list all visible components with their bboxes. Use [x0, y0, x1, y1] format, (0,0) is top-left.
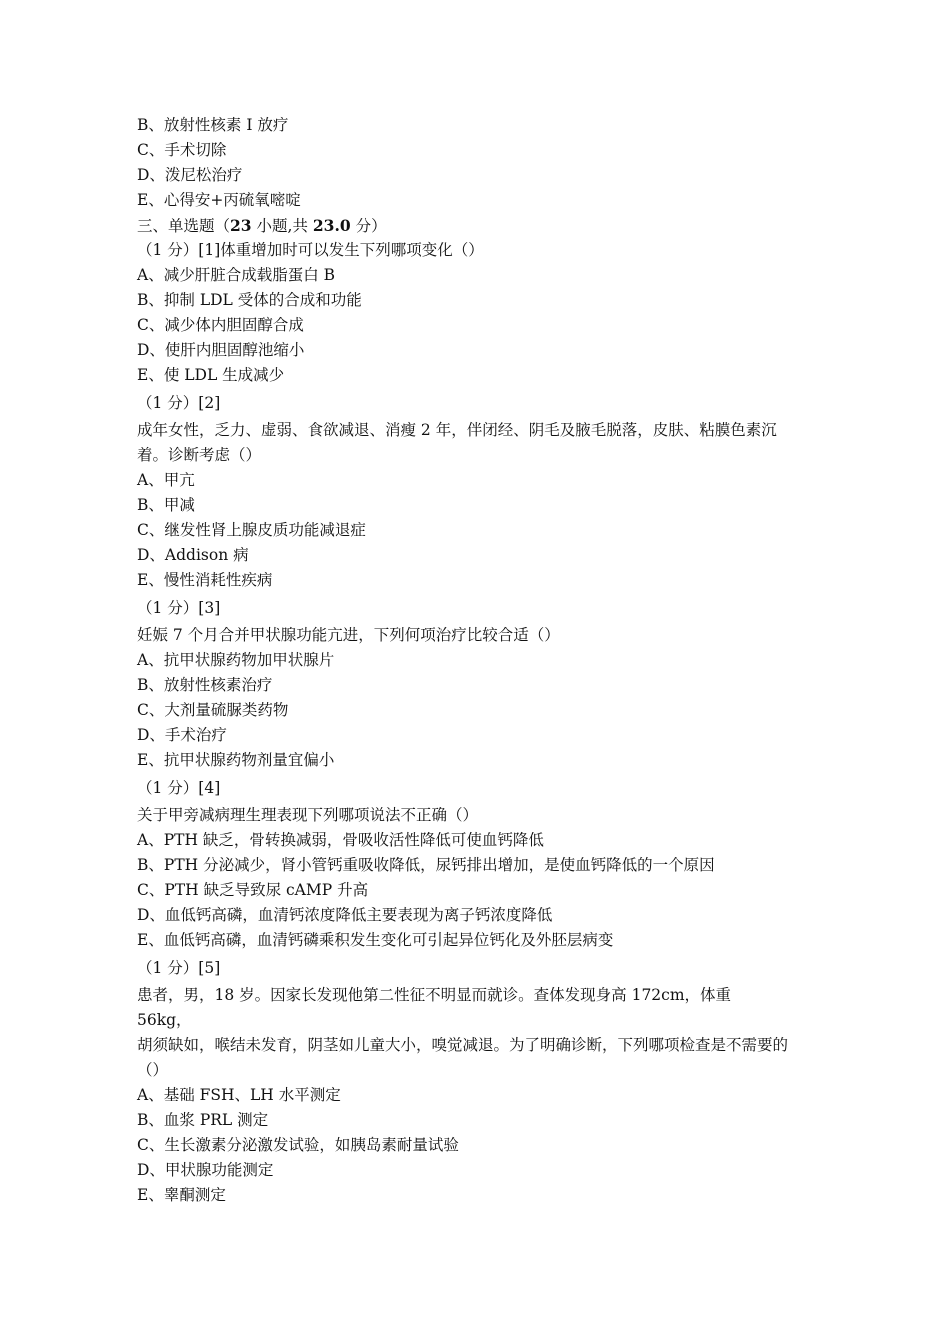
q2-header: （1 分）[2] — [137, 394, 221, 412]
q1-option-e: E、使 LDL 生成减少 — [137, 366, 285, 384]
prev-option-d: D、泼尼松治疗 — [137, 166, 243, 184]
q3-stem: 妊娠 7 个月合并甲状腺功能亢进，下列何项治疗比较合适（） — [137, 626, 560, 644]
q3-option-d: D、手术治疗 — [137, 726, 227, 744]
q4-option-a: A、PTH 缺乏，骨转换减弱，骨吸收活性降低可使血钙降低 — [137, 831, 544, 849]
q2-option-a: A、甲亢 — [137, 471, 195, 489]
prev-option-c: C、手术切除 — [137, 141, 227, 159]
q1-header: （1 分）[1]体重增加时可以发生下列哪项变化（） — [137, 241, 484, 259]
q4-header: （1 分）[4] — [137, 779, 221, 797]
q4-option-e: E、血低钙高磷，血清钙磷乘积发生变化可引起异位钙化及外胚层病变 — [137, 931, 614, 949]
q1-option-b: B、抑制 LDL 受体的合成和功能 — [137, 291, 362, 309]
q1-option-c: C、减少体内胆固醇合成 — [137, 316, 304, 334]
section-prefix: 三、单选题（ — [137, 217, 231, 235]
section-heading — [137, 213, 827, 238]
q5-stem-1: 患者，男，18 岁。因家长发现他第二性征不明显而就诊。查体发现身高 172cm，体重 56kg， — [137, 986, 732, 1029]
page-content — [137, 113, 827, 1208]
q5-option-b: B、血浆 PRL 测定 — [137, 1111, 269, 1129]
q3-option-a: A、抗甲状腺药物加甲状腺片 — [137, 651, 335, 669]
q3-option-e: E、抗甲状腺药物剂量宜偏小 — [137, 751, 335, 769]
q5-option-d: D、甲状腺功能测定 — [137, 1161, 274, 1179]
q2-stem: 成年女性，乏力、虚弱、食欲减退、消瘦 2 年，伴闭经、阴毛及腋毛脱落，皮肤、粘膜色素沉着。诊断考虑（） — [137, 421, 777, 464]
q5-option-e: E、睾酮测定 — [137, 1186, 226, 1204]
q5-stem-2: 胡须缺如，喉结未发育，阴茎如儿童大小，嗅觉减退。为了明确诊断，下列哪项检查是不需要的（） — [137, 1036, 789, 1079]
q4-option-b: B、PTH 分泌减少，肾小管钙重吸收降低，尿钙排出增加，是使血钙降低的一个原因 — [137, 856, 715, 874]
q5-option-c: C、生长激素分泌激发试验，如胰岛素耐量试验 — [137, 1136, 459, 1154]
q2-option-e: E、慢性消耗性疾病 — [137, 571, 273, 589]
q1-option-d: D、使肝内胆固醇池缩小 — [137, 341, 305, 359]
section-total: 23.0 — [312, 216, 351, 235]
q1-option-a: A、减少肝脏合成载脂蛋白 B — [137, 266, 336, 284]
section-mid: 小题,共 — [251, 217, 313, 235]
q4-option-c: C、PTH 缺乏导致尿 cAMP 升高 — [137, 881, 369, 899]
q3-option-b: B、放射性核素治疗 — [137, 676, 273, 694]
q5-header: （1 分）[5] — [137, 959, 221, 977]
prev-option-e: E、心得安+丙硫氧嘧啶 — [137, 191, 301, 209]
q2-option-d: D、Addison 病 — [137, 546, 249, 564]
prev-option-b: B、放射性核素 I 放疗 — [137, 116, 289, 134]
q4-option-d: D、血低钙高磷，血清钙浓度降低主要表现为离子钙浓度降低 — [137, 906, 553, 924]
q3-header: （1 分）[3] — [137, 599, 221, 617]
section-count: 23 — [230, 216, 252, 235]
q3-option-c: C、大剂量硫脲类药物 — [137, 701, 289, 719]
q4-stem: 关于甲旁减病理生理表现下列哪项说法不正确（） — [137, 806, 479, 824]
section-suffix: 分） — [350, 217, 387, 235]
q5-option-a: A、基础 FSH、LH 水平测定 — [137, 1086, 341, 1104]
q2-option-b: B、甲减 — [137, 496, 195, 514]
q2-option-c: C、继发性肾上腺皮质功能减退症 — [137, 521, 366, 539]
